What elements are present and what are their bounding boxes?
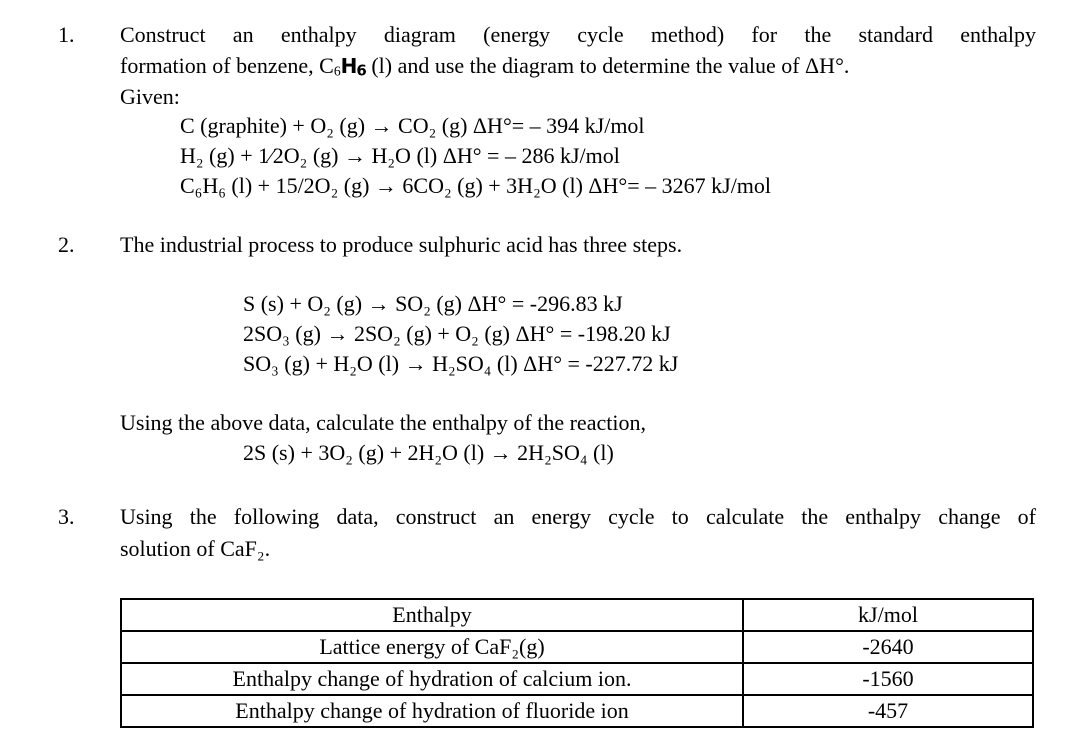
question-1-line-1: Construct an enthalpy diagram (energy cycle method) for the standard enthalpy xyxy=(120,22,1036,47)
q2-equation-1: S (s) + O₂ (g) → SO₂ (g) ΔH° = -296.83 kJ xyxy=(243,291,623,316)
table-row xyxy=(121,695,1033,727)
question-1-given: Given: xyxy=(120,84,180,109)
table-row xyxy=(121,663,1033,695)
handwritten-6: 6 xyxy=(356,61,366,80)
question-3-line-2: solution of CaF₂. xyxy=(120,536,271,561)
question-1-number: 1. xyxy=(58,22,75,47)
q1-equation-1: C (graphite) + O₂ (g) → CO₂ (g) ΔH°= – 394 kJ/mol xyxy=(180,113,645,138)
table-header-enthalpy: Enthalpy xyxy=(121,599,743,631)
question-1-line-2 xyxy=(120,53,850,80)
q1-equation-2: H₂ (g) + 1⁄2O₂ (g) → H₂O (l) ΔH° = – 286 kJ/mol xyxy=(180,143,620,168)
question-3-line-1: Using the following data, construct an energy cycle to calculate the enthalpy change of xyxy=(120,504,1036,529)
table-cell-label: Lattice energy of CaF₂(g) xyxy=(121,631,743,663)
table-row xyxy=(121,631,1033,663)
question-3-number: 3. xyxy=(58,504,75,529)
q1-line2-text-b: (l) and use the diagram to determine the value of ΔH°. xyxy=(365,53,850,78)
q1-line2-text-a: formation of benzene, C xyxy=(120,53,334,78)
handwritten-correction xyxy=(341,54,366,78)
q1-equation-3: C₆H₆ (l) + 15/2O₂ (g) → 6CO₂ (g) + 3H₂O (l) ΔH°= – 3267 kJ/mol xyxy=(180,173,772,198)
q2-equation-3: SO₃ (g) + H₂O (l) → H₂SO₄ (l) ΔH° = -227.72 kJ xyxy=(243,351,679,376)
table-header-row xyxy=(121,599,1033,631)
enthalpy-data-table xyxy=(120,598,1034,728)
table-cell-value: -2640 xyxy=(743,631,1033,663)
question-2-intro: The industrial process to produce sulphuric acid has three steps. xyxy=(120,232,683,257)
handwritten-h: H xyxy=(340,54,357,78)
q1-line2-subscript: 6 xyxy=(333,63,341,79)
table-cell-label: Enthalpy change of hydration of fluoride ion xyxy=(121,695,743,727)
table-cell-value: -457 xyxy=(743,695,1033,727)
table-cell-label: Enthalpy change of hydration of calcium ion. xyxy=(121,663,743,695)
q2-target-reaction: 2S (s) + 3O₂ (g) + 2H₂O (l) → 2H₂SO₄ (l) xyxy=(243,440,614,465)
question-2-number: 2. xyxy=(58,232,75,257)
q2-equation-2: 2SO₃ (g) → 2SO₂ (g) + O₂ (g) ΔH° = -198.20 kJ xyxy=(243,321,671,346)
table-header-unit: kJ/mol xyxy=(743,599,1033,631)
question-2-instruction: Using the above data, calculate the enthalpy of the reaction, xyxy=(120,410,646,435)
table-cell-value: -1560 xyxy=(743,663,1033,695)
